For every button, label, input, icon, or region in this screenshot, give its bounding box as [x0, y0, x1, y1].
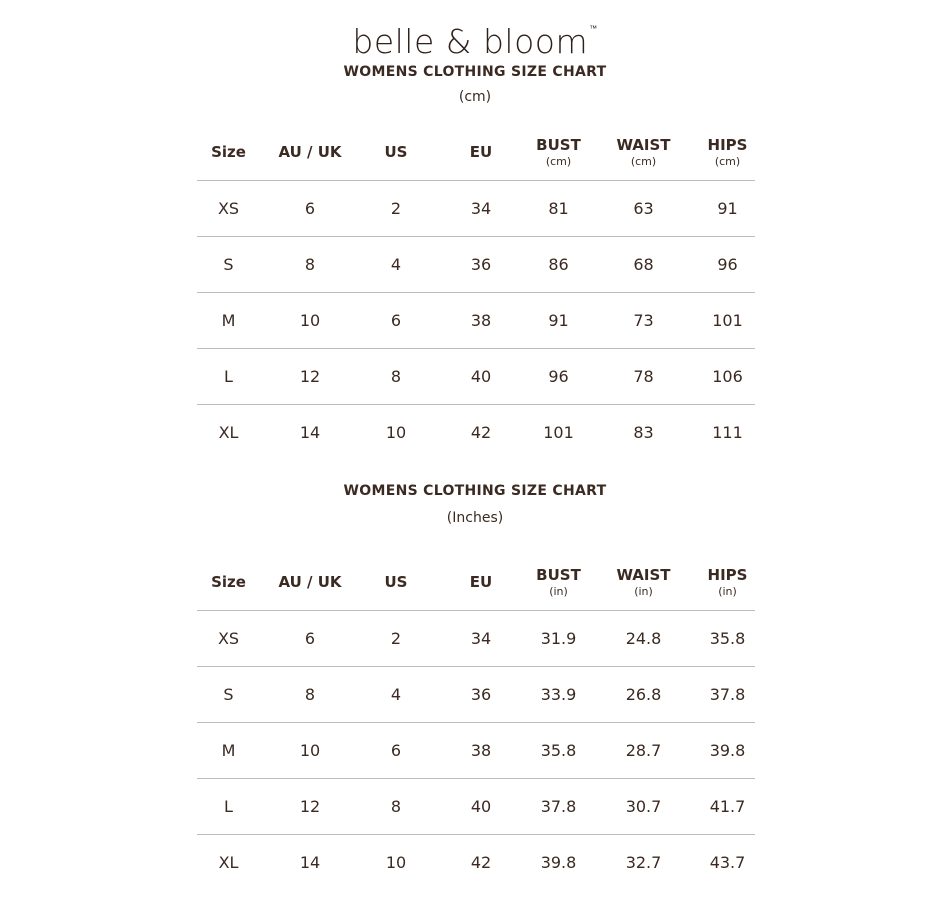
brand-name: belle & bloom — [352, 22, 589, 61]
cell: 42 — [470, 853, 492, 872]
cell: 111 — [712, 423, 743, 442]
cell: 2 — [360, 181, 432, 237]
cell: 83 — [633, 423, 654, 442]
table-row — [197, 181, 755, 237]
cell: 96 — [530, 349, 587, 405]
cell: 68 — [587, 237, 700, 293]
cell: 34 — [432, 181, 530, 237]
header-eu: EU — [432, 554, 530, 611]
cell: 33.9 — [530, 667, 587, 723]
cell: 35.8 — [700, 611, 755, 667]
cell: 31.9 — [530, 611, 587, 667]
cell: XS — [197, 181, 260, 237]
cell: 39.8 — [540, 853, 577, 872]
cell: 35.8 — [530, 723, 587, 779]
cell: 41.7 — [700, 779, 755, 835]
cell: 36 — [432, 667, 530, 723]
cell: 10 — [385, 853, 407, 872]
cell: 96 — [700, 237, 755, 293]
cell: 28.7 — [587, 723, 700, 779]
cell: 38 — [432, 723, 530, 779]
table-row — [197, 405, 755, 461]
header-bust: BUST (cm) — [530, 124, 587, 181]
cell: XL — [218, 423, 239, 442]
table-row — [197, 293, 755, 349]
cell: 34 — [432, 611, 530, 667]
cell: 106 — [700, 349, 755, 405]
cm-unit-note: (cm) — [458, 89, 492, 105]
trademark-symbol: ™ — [589, 24, 598, 33]
cell: 24.8 — [587, 611, 700, 667]
table-row — [197, 835, 755, 891]
cell: 101 — [543, 423, 574, 442]
cell: XL — [218, 853, 239, 872]
cell: S — [197, 667, 260, 723]
header-waist: WAIST (in) — [587, 554, 700, 611]
header-eu: EU — [432, 124, 530, 181]
brand-logo — [0, 22, 950, 61]
cell: 32.7 — [625, 853, 662, 872]
table-row — [197, 723, 755, 779]
header-bust: BUST (in) — [530, 554, 587, 611]
cell: M — [197, 723, 260, 779]
cell: M — [197, 293, 260, 349]
cell: 81 — [530, 181, 587, 237]
cell: 40 — [432, 349, 530, 405]
cell: 8 — [360, 779, 432, 835]
header-us: US — [360, 554, 432, 611]
cell: 12 — [260, 779, 360, 835]
table-row — [197, 237, 755, 293]
in-chart-title: WOMENS CLOTHING SIZE CHART — [343, 483, 607, 499]
cell: 36 — [432, 237, 530, 293]
table-row — [197, 611, 755, 667]
cell: 37.8 — [700, 667, 755, 723]
cell: 39.8 — [700, 723, 755, 779]
cell: 86 — [530, 237, 587, 293]
cell: 14 — [299, 423, 321, 442]
cell: 8 — [260, 667, 360, 723]
cell: 6 — [360, 293, 432, 349]
header-size: Size — [197, 554, 260, 611]
cell: 91 — [530, 293, 587, 349]
header-waist: WAIST (cm) — [587, 124, 700, 181]
cell: 10 — [260, 293, 360, 349]
cell: 4 — [360, 237, 432, 293]
cell: 8 — [260, 237, 360, 293]
cell: 14 — [299, 853, 321, 872]
cell: 91 — [700, 181, 755, 237]
cell: 37.8 — [530, 779, 587, 835]
cm-chart-title: WOMENS CLOTHING SIZE CHART — [343, 64, 607, 80]
cell: 78 — [587, 349, 700, 405]
cell: 30.7 — [587, 779, 700, 835]
cell: 6 — [260, 181, 360, 237]
cell: L — [197, 779, 260, 835]
header-au-uk: AU / UK — [260, 554, 360, 611]
header-hips: HIPS (in) — [700, 554, 755, 611]
cell: S — [197, 237, 260, 293]
cell: L — [197, 349, 260, 405]
table-header-row — [197, 124, 755, 181]
table-row — [197, 349, 755, 405]
cell: 101 — [700, 293, 755, 349]
cell: 6 — [360, 723, 432, 779]
cell: 4 — [360, 667, 432, 723]
cell: 10 — [260, 723, 360, 779]
cell: 8 — [360, 349, 432, 405]
header-us: US — [360, 124, 432, 181]
table-header-row — [197, 554, 755, 611]
header-hips: HIPS (cm) — [700, 124, 755, 181]
cell: 63 — [587, 181, 700, 237]
cell: 6 — [260, 611, 360, 667]
cell: 40 — [432, 779, 530, 835]
size-table-cm — [197, 124, 755, 460]
cell: 43.7 — [709, 853, 746, 872]
header-au-uk: AU / UK — [260, 124, 360, 181]
table-row — [197, 779, 755, 835]
cell: 38 — [432, 293, 530, 349]
cell: XS — [197, 611, 260, 667]
size-table-inches — [197, 554, 755, 890]
cell: 12 — [260, 349, 360, 405]
cell: 73 — [587, 293, 700, 349]
cell: 2 — [360, 611, 432, 667]
cell: 42 — [470, 423, 492, 442]
cell: 26.8 — [587, 667, 700, 723]
cell: 10 — [385, 423, 407, 442]
table-row — [197, 667, 755, 723]
header-size: Size — [197, 124, 260, 181]
in-unit-note: (Inches) — [446, 510, 504, 526]
